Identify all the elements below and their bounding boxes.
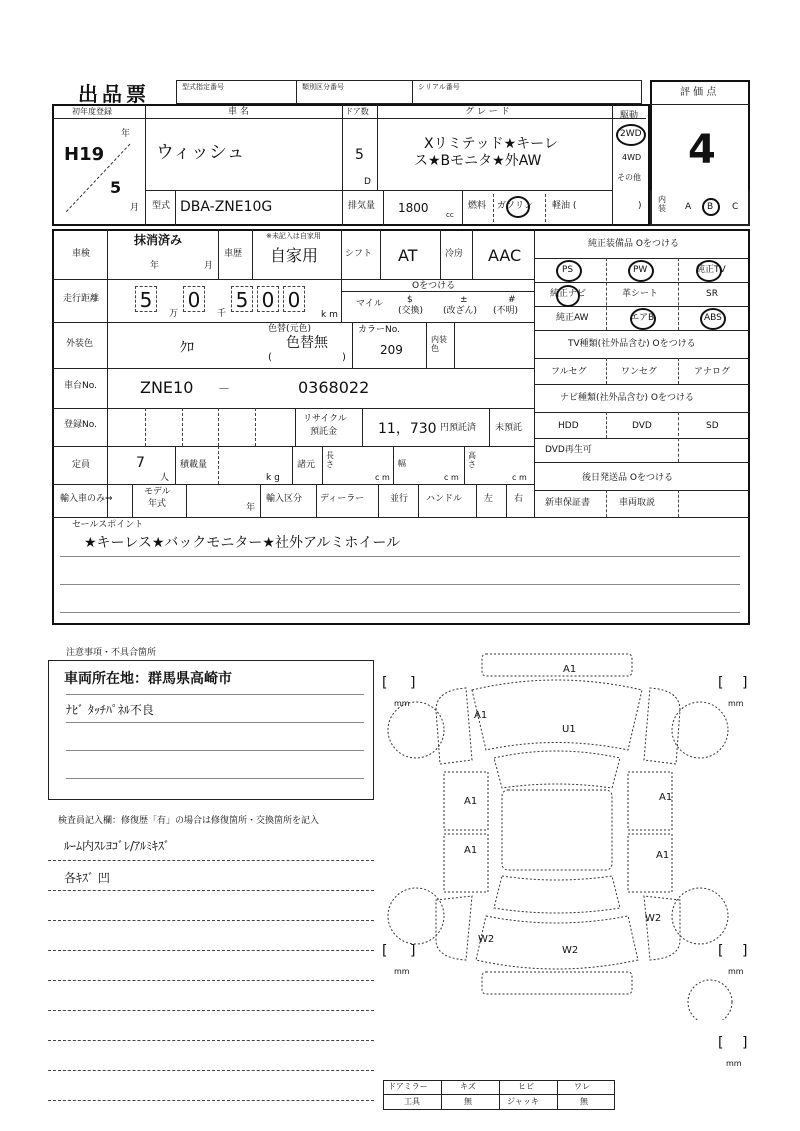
navi-hdd: HDD: [558, 421, 579, 431]
model-year-label-1: モデル: [144, 487, 171, 497]
mileage-digit-4: 0: [257, 286, 279, 312]
tire-fr-mm: mm: [728, 699, 744, 708]
legend-header-mirror: ドアミラー: [388, 1082, 428, 1091]
tv-title: TV種類(社外品含む) Oをつける: [568, 339, 696, 349]
handle-label: ハンドル: [426, 494, 463, 504]
fuel-light-oil: 軽油 (: [552, 201, 577, 211]
mileage-km: k m: [321, 310, 338, 320]
mileage-digit-3: 5: [231, 286, 253, 312]
inspection-value: 抹消済み: [134, 233, 183, 247]
first-reg-label: 初年度登録: [72, 107, 112, 116]
drive-2wd-circle: [616, 124, 646, 146]
equip-aw: 純正AW: [556, 313, 589, 323]
diagram-mark-left-door-rear: A1: [464, 845, 478, 856]
model-year-unit: 年: [246, 503, 256, 513]
form-title: 出品票: [78, 82, 150, 106]
inspection-year-unit: 年: [150, 261, 160, 271]
fuel-gasoline-circle: [506, 196, 530, 218]
interior-grade-a: A: [685, 202, 692, 212]
displacement-unit: cc: [446, 211, 454, 219]
grade-label: グ レ ー ド: [465, 107, 510, 117]
equip-airbag: エアB: [630, 313, 655, 323]
diagram-mark-rear: W2: [562, 945, 579, 956]
interior-grade-b: B: [707, 202, 714, 212]
mileage-unknown: (不明): [493, 306, 519, 316]
legend-value-tools-status: 無: [464, 1097, 472, 1106]
mileage-sen: 千: [217, 309, 227, 319]
navi-dvd-play: DVD再生可: [545, 445, 592, 455]
equip-pw: PW: [633, 265, 648, 275]
color-no-label: カラーNo.: [358, 325, 400, 335]
notes-label: 注意事項・不具合箇所: [66, 648, 157, 658]
inspector-line2: 各ｷｽﾞ 凹: [64, 871, 110, 885]
model-value: DBA-ZNE10G: [180, 199, 273, 215]
navi-sd: SD: [706, 421, 719, 431]
interior-grade-c: C: [732, 202, 739, 212]
inspection-label: 車検: [72, 249, 91, 259]
recycle-amount: 11，730: [378, 421, 437, 437]
capacity-unit: 人: [160, 473, 170, 483]
diagram-mark-roof: U1: [562, 724, 576, 735]
first-reg-era-year: H19: [64, 144, 105, 165]
mileage-swap: (交換): [398, 306, 424, 316]
handle-right: 右: [514, 494, 524, 504]
drive-2wd: 2WD: [620, 129, 642, 139]
tv-analog: アナログ: [694, 367, 731, 377]
chassis-number: 0368022: [298, 378, 370, 397]
legend-header-break: ワレ: [574, 1082, 590, 1091]
legend-header-crack: ヒビ: [518, 1082, 534, 1091]
displacement-label: 排気量: [348, 201, 376, 211]
width-label: 幅: [398, 459, 406, 468]
header-id-row: [176, 80, 642, 104]
load-label: 積載量: [180, 460, 208, 470]
docs-warranty: 新車保証書: [545, 498, 591, 508]
equip-pw-circle: [628, 260, 654, 282]
docs-manual: 車両取説: [619, 498, 656, 508]
height-label: 高さ: [468, 451, 476, 469]
mileage-man: 万: [169, 309, 179, 319]
mileage-alter-symbol: ±: [460, 295, 468, 305]
exterior-color-label: 外装色: [66, 339, 94, 349]
registration-label: 登録No.: [64, 420, 97, 430]
length-unit: c m: [375, 473, 390, 482]
diagram-mark-right-door-rear: A1: [656, 850, 670, 861]
car-name-label: 車 名: [228, 107, 249, 117]
tire-spare-mm: mm: [726, 1059, 742, 1068]
notes-line2: ﾅﾋﾞ ﾀｯﾁﾊﾟﾈﾙ不良: [66, 703, 154, 717]
recycle-label-2: 預託金: [310, 427, 338, 437]
equip-tv: 純正TV: [696, 265, 726, 275]
mileage-swap-symbol: $: [407, 295, 413, 305]
length-label: 長さ: [326, 451, 334, 469]
chassis-prefix: ZNE10: [140, 378, 194, 397]
mileage-mile: マイル: [356, 299, 383, 309]
mileage-digit-5: 0: [283, 286, 305, 312]
grade-line2: ス★Bモニタ★外AW: [414, 153, 542, 169]
equip-tv-circle: [696, 260, 722, 282]
history-note: ※未記入は自家用: [266, 232, 321, 240]
equip-ps: PS: [562, 265, 574, 275]
equip-sr: SR: [706, 289, 718, 299]
ac-label: 冷房: [445, 249, 464, 259]
diagram-mark-left-front: A1: [474, 710, 488, 721]
height-unit: c m: [512, 473, 527, 482]
equip-navi-circle: [556, 285, 580, 307]
equipment-title: 純正装備品 Oをつける: [588, 239, 679, 249]
ac-value: AAC: [488, 246, 522, 265]
doors-count: 5: [355, 147, 364, 163]
serial-no-label: シリアル番号: [418, 83, 460, 91]
interior-grade-label: 内装: [658, 195, 666, 213]
displacement-value: 1800: [398, 201, 429, 215]
car-damage-diagram: [376, 640, 756, 1020]
equip-airbag-circle: [630, 308, 656, 330]
drive-label: 駆動: [620, 111, 639, 121]
evaluation-label: 評 価 点: [680, 87, 717, 98]
drive-4wd: 4WD: [622, 153, 642, 162]
type-no-label: 型式指定番号: [182, 83, 224, 91]
model-year-label-2: 年式: [148, 499, 167, 509]
car-name: ウィッシュ: [156, 142, 245, 163]
door-suffix: D: [364, 177, 371, 187]
legend-value-tools: 工具: [404, 1097, 420, 1106]
docs-title: 後日発送品 Oをつける: [582, 473, 673, 483]
handle-left: 左: [484, 494, 494, 504]
legend-value-jack-status: 無: [580, 1097, 588, 1106]
diagram-mark-left-rear: W2: [478, 934, 495, 945]
width-unit: c m: [444, 473, 459, 482]
tv-oneseg: ワンセグ: [621, 367, 658, 377]
inspection-month-unit: 月: [204, 261, 214, 271]
diagram-mark-right-door-front: A1: [659, 792, 673, 803]
equip-ps-circle: [556, 260, 582, 282]
chassis-dash: －: [218, 382, 231, 396]
fuel-gasoline: ガソリン: [497, 201, 534, 211]
mileage-alter: (改ざん): [443, 306, 478, 316]
dims-label: 諸元: [297, 460, 316, 470]
import-class-label: 輸入区分: [266, 494, 303, 504]
tire-fl-mm: mm: [394, 699, 410, 708]
mileage-unknown-symbol: #: [508, 295, 516, 305]
notes-line1: 車両所在地：群馬県高崎市: [64, 671, 232, 687]
evaluation-score: 4: [688, 127, 716, 173]
navi-title: ナビ種類(社外品含む) Oをつける: [560, 393, 694, 403]
recycle-label-1: リサイクル: [303, 414, 347, 424]
year-unit: 年: [121, 129, 131, 139]
capacity-label: 定員: [72, 460, 91, 470]
model-label: 型式: [152, 201, 171, 211]
date-slash: [60, 142, 140, 218]
diagram-mark-left-door-front: A1: [464, 796, 478, 807]
tv-fullseg: フルセグ: [551, 367, 587, 377]
inspector-line1: ﾙｰﾑ内ｽﾚﾖｺﾞﾚ/ｱﾙﾐｷｽﾞ: [64, 839, 171, 853]
repaint-paren-close: ): [342, 352, 346, 363]
grade-line1: Xリミテッド★キーレ: [424, 136, 558, 152]
tire-rl-mm: mm: [394, 967, 410, 976]
repaint-label: 色替(元色): [268, 324, 312, 334]
recycle-unpaid: 未預託: [495, 423, 523, 433]
import-dealer: ディーラー: [320, 494, 365, 504]
shift-value: AT: [398, 246, 418, 265]
diagram-mark-front: A1: [563, 664, 577, 675]
diagram-mark-right-rear: W2: [645, 913, 662, 924]
chassis-label: 車台No.: [64, 381, 97, 391]
mileage-digit-2: 0: [183, 286, 205, 312]
equip-leather: 革シート: [622, 289, 659, 299]
color-no: 209: [380, 343, 403, 357]
fuel-close-paren: ): [638, 201, 642, 211]
first-reg-month: 5: [110, 178, 122, 197]
inspector-label: 検査員記入欄：修復歴「有」の場合は修復箇所・交換箇所を記入: [58, 816, 320, 826]
sales-point-text: ★キーレス★バックモニター★社外アルミホイール: [84, 535, 401, 551]
fuel-label: 燃料: [468, 201, 487, 211]
equip-abs-circle: [700, 308, 726, 330]
history-label: 車歴: [224, 249, 243, 259]
history-value: 自家用: [270, 246, 319, 265]
import-parallel: 並行: [390, 494, 409, 504]
mileage-digit-1: 5: [135, 286, 157, 312]
load-unit: k g: [266, 473, 280, 483]
mileage-circle-note: Oをつける: [412, 281, 456, 291]
class-no-label: 類別区分番号: [302, 83, 344, 91]
mileage-label: 走行距離: [63, 294, 100, 304]
equip-abs: ABS: [704, 313, 722, 323]
sales-point-label: セールスポイント: [72, 520, 144, 530]
legend-value-jack: ジャッキ: [507, 1097, 539, 1106]
recycle-paid: 円預託済: [440, 423, 477, 433]
month-unit: 月: [130, 203, 140, 213]
tire-rr-mm: mm: [728, 967, 744, 976]
interior-color-label: 内装色: [431, 335, 447, 353]
legend-header-scratch: キズ: [460, 1082, 476, 1091]
drive-other: その他: [617, 173, 641, 182]
exterior-color: ｸﾛ: [180, 340, 194, 356]
navi-dvd: DVD: [632, 421, 652, 431]
import-label: 輸入車のみ⇒: [60, 494, 113, 504]
capacity-value: 7: [136, 455, 145, 471]
repaint-value: 色替無: [286, 335, 328, 351]
shift-label: シフト: [345, 249, 373, 259]
repaint-paren-open: (: [268, 352, 272, 363]
equip-navi: 純正ナビ: [550, 289, 587, 299]
doors-label: ドア数: [345, 107, 369, 116]
